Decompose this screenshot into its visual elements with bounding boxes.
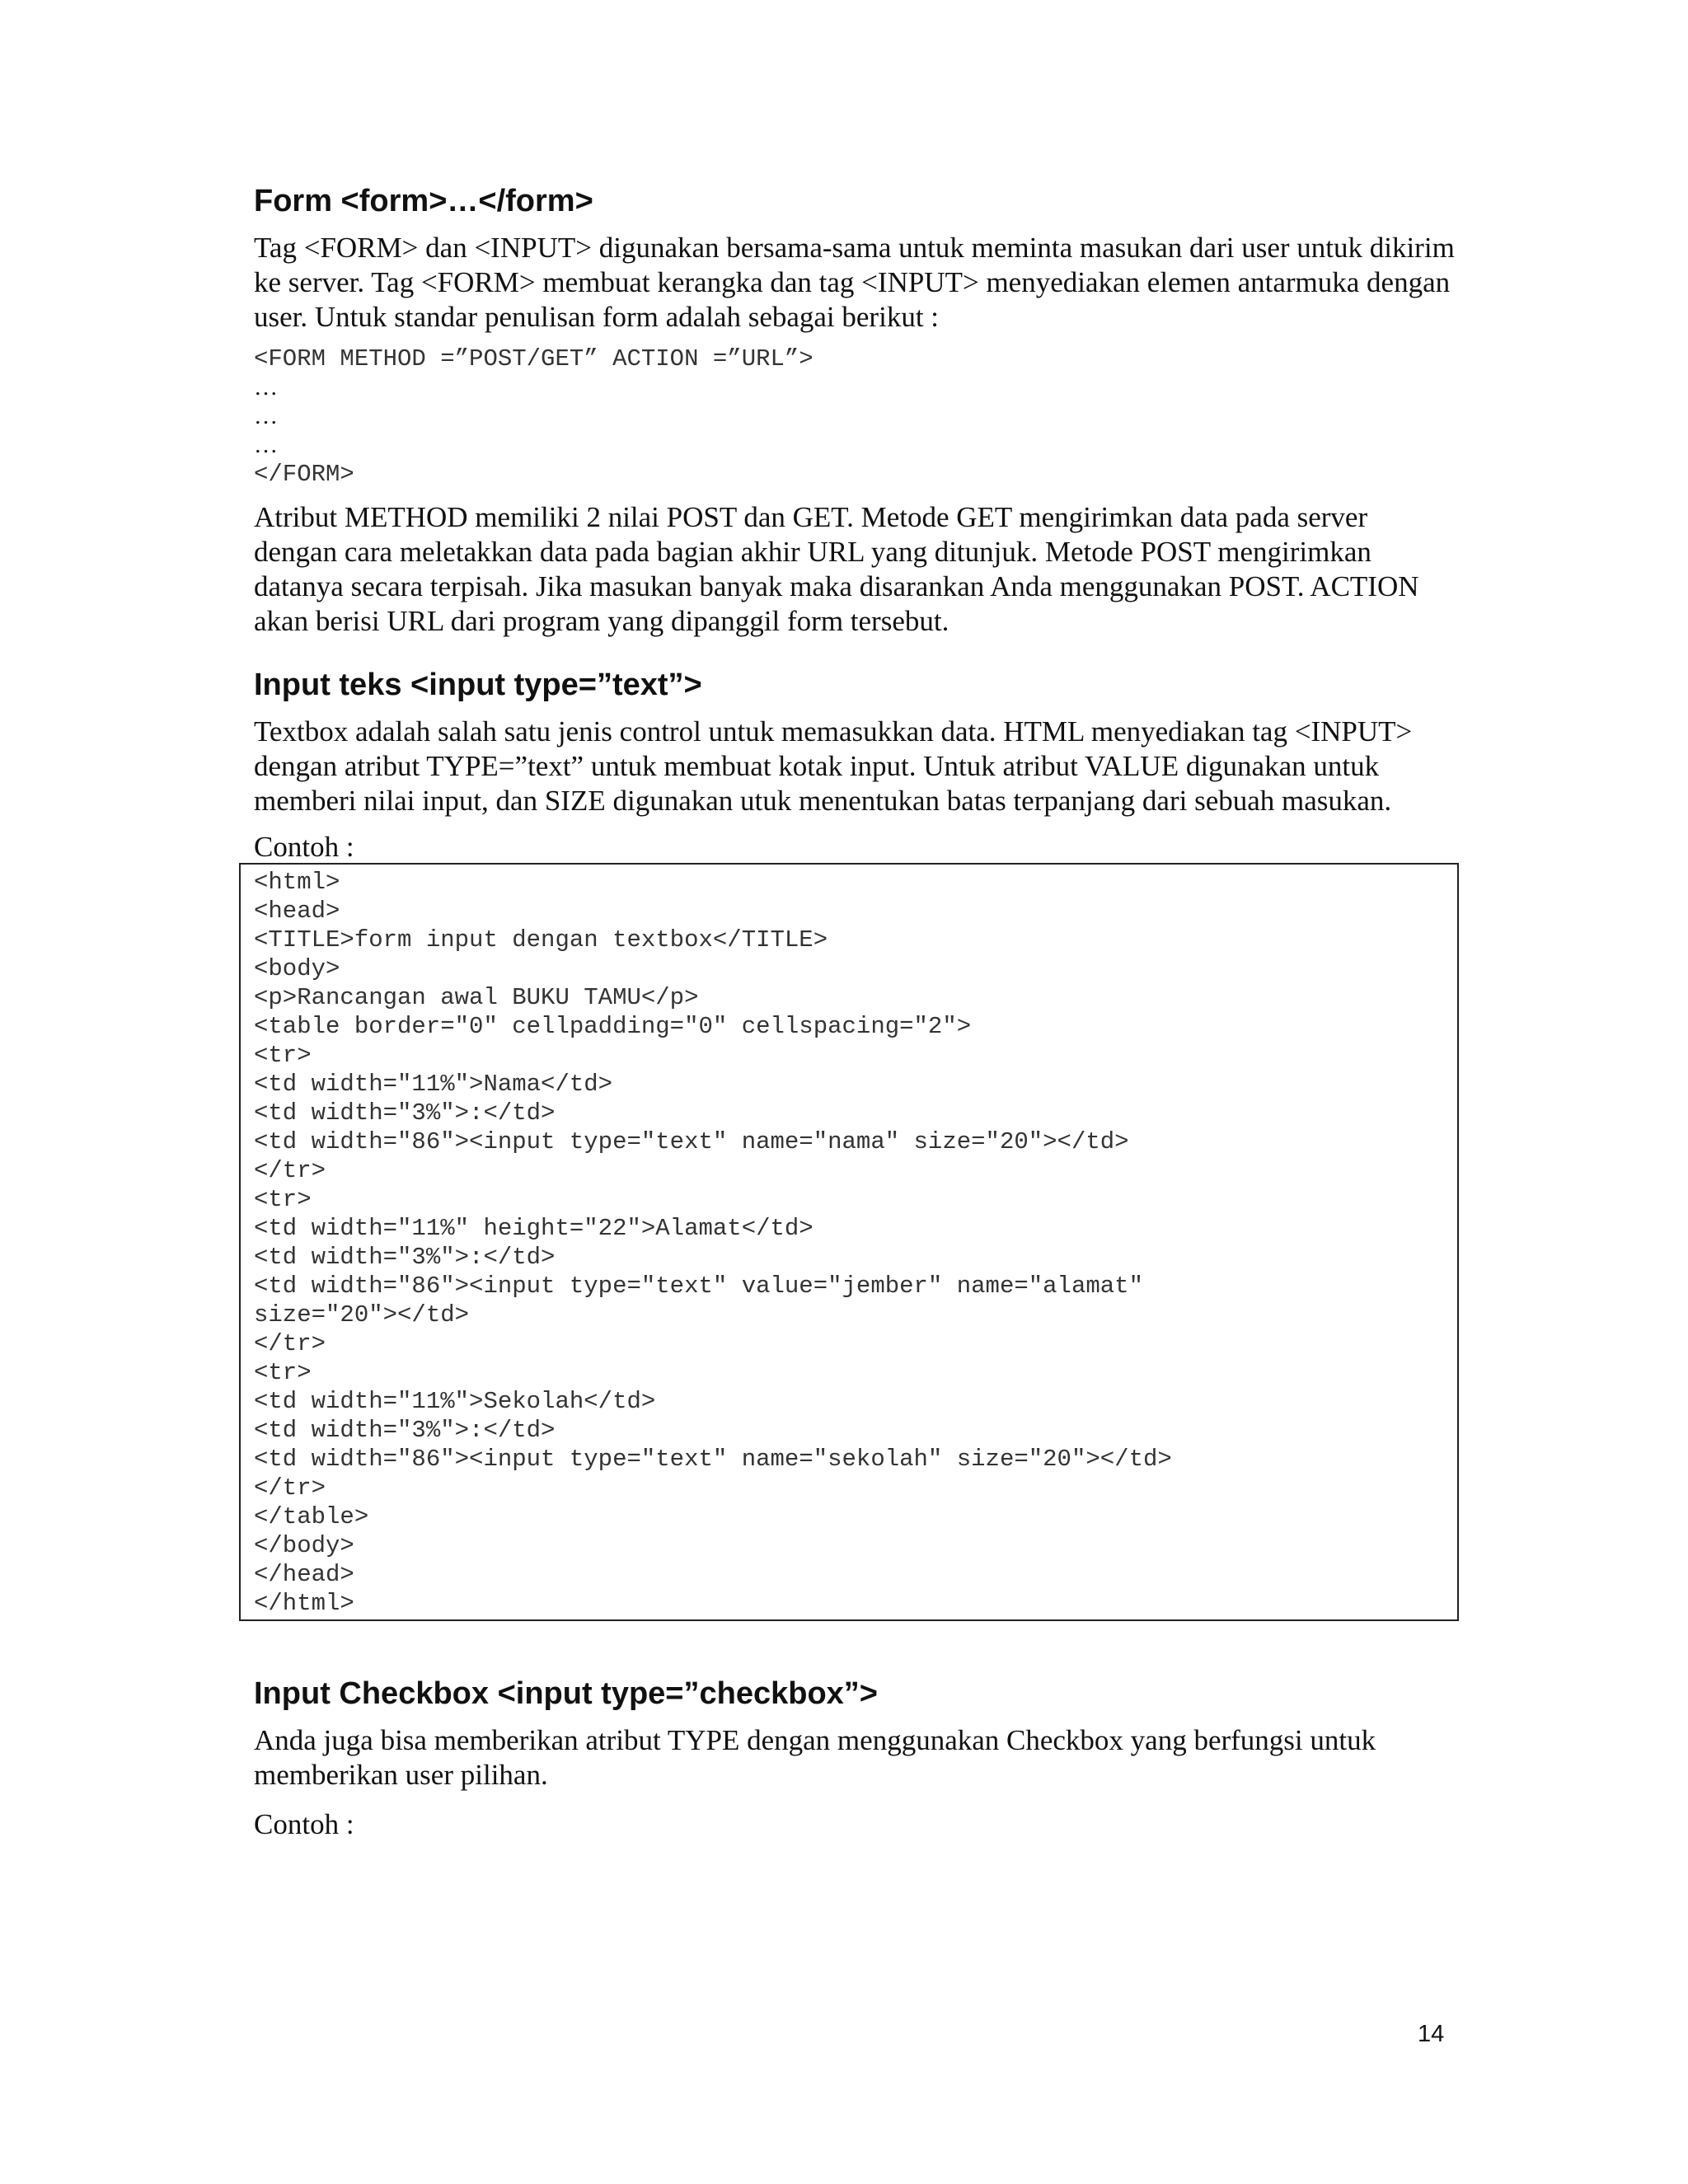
code-line: </tr> [254,1157,326,1184]
code-line: <tr> [254,1359,312,1386]
code-line: </tr> [254,1474,326,1502]
document-page [254,181,1457,1842]
code-line: <td width="11%" height="22">Alamat</td> [254,1215,814,1242]
example-label: Contoh : [254,831,354,863]
code-line: <TITLE>form input dengan textbox</TITLE> [254,926,828,954]
code-line: </head> [254,1561,354,1588]
code-line: <td width="11%">Sekolah</td> [254,1388,656,1415]
code-line: </tr> [254,1330,326,1357]
code-line: <table border="0" cellpadding="0" cellspacing="2"> [254,1013,972,1040]
page-number: 14 [1418,2021,1445,2047]
code-line: <td width="3%">:</td> [254,1417,556,1444]
code-line: <tr> [254,1042,312,1069]
code-line: <td width="86"><input type="text" name="sekolah" size="20"></td> [254,1446,1172,1473]
code-line: size="20"></td> [254,1301,470,1329]
code-line: <html> [254,869,340,896]
syntax-ellipsis: … [254,374,278,401]
code-line: <tr> [254,1186,312,1213]
code-line: </table> [254,1503,369,1530]
syntax-ellipsis: … [254,432,278,458]
form-syntax-open: <FORM METHOD =”POST/GET” ACTION =”URL”> [254,345,814,373]
example-label: Contoh : [254,1808,354,1840]
code-line: <td width="3%">:</td> [254,1244,556,1271]
code-line: <td width="11%">Nama</td> [254,1071,613,1098]
section-heading-form: Form <form>…</form> [254,184,593,218]
code-line: <head> [254,898,340,925]
input-checkbox-description: Anda juga bisa memberikan atribut TYPE dengan menggunakan Checkbox yang berfungsi untuk memberikan user pilihan. [254,1724,1376,1791]
code-line: <p>Rancangan awal BUKU TAMU</p> [254,984,699,1011]
section-heading-input-text: Input teks <input type=”text”> [254,668,702,702]
form-intro-paragraph: Tag <FORM> dan <INPUT> digunakan bersama-sama untuk meminta masukan dari user untuk dikirim ke server. Tag <FORM> membuat kerangka dan tag <INPUT> menyediakan elemen antarmuka dengan user. Untuk standar penulisan form adalah sebagai berikut : [254,232,1455,333]
form-syntax-close: </FORM> [254,461,354,488]
code-example-box [239,863,1459,1621]
section-heading-input-checkbox: Input Checkbox <input type=”checkbox”> [254,1676,878,1711]
code-line: <td width="3%">:</td> [254,1099,556,1127]
input-text-description: Textbox adalah salah satu jenis control untuk memasukkan data. HTML menyediakan tag <INPUT> dengan atribut TYPE=”text” untuk membuat kotak input. Untuk atribut VALUE digunakan untuk memberi nilai input, dan SIZE digunakan utuk menentukan batas terpanjang dari sebuah masukan. [254,715,1413,817]
syntax-ellipsis: … [254,403,278,429]
code-line: <td width="86"><input type="text" name="nama" size="20"></td> [254,1128,1129,1155]
code-line: <body> [254,955,340,982]
form-method-explanation: Atribut METHOD memiliki 2 nilai POST dan GET. Metode GET mengirimkan data pada server dengan cara meletakkan data pada bagian akhir URL yang ditunjuk. Metode POST mengirimkan datanya secara terpisah. Jika masukan banyak maka disarankan Anda menggunakan POST. ACTION akan berisi URL dari program yang dipanggil form tersebut. [254,501,1419,637]
form-syntax-block [254,344,1457,489]
code-line: <td width="86"><input type="text" value="jember" name="alamat" [254,1272,1143,1300]
code-line: </body> [254,1532,354,1559]
code-line: </html> [254,1590,354,1617]
